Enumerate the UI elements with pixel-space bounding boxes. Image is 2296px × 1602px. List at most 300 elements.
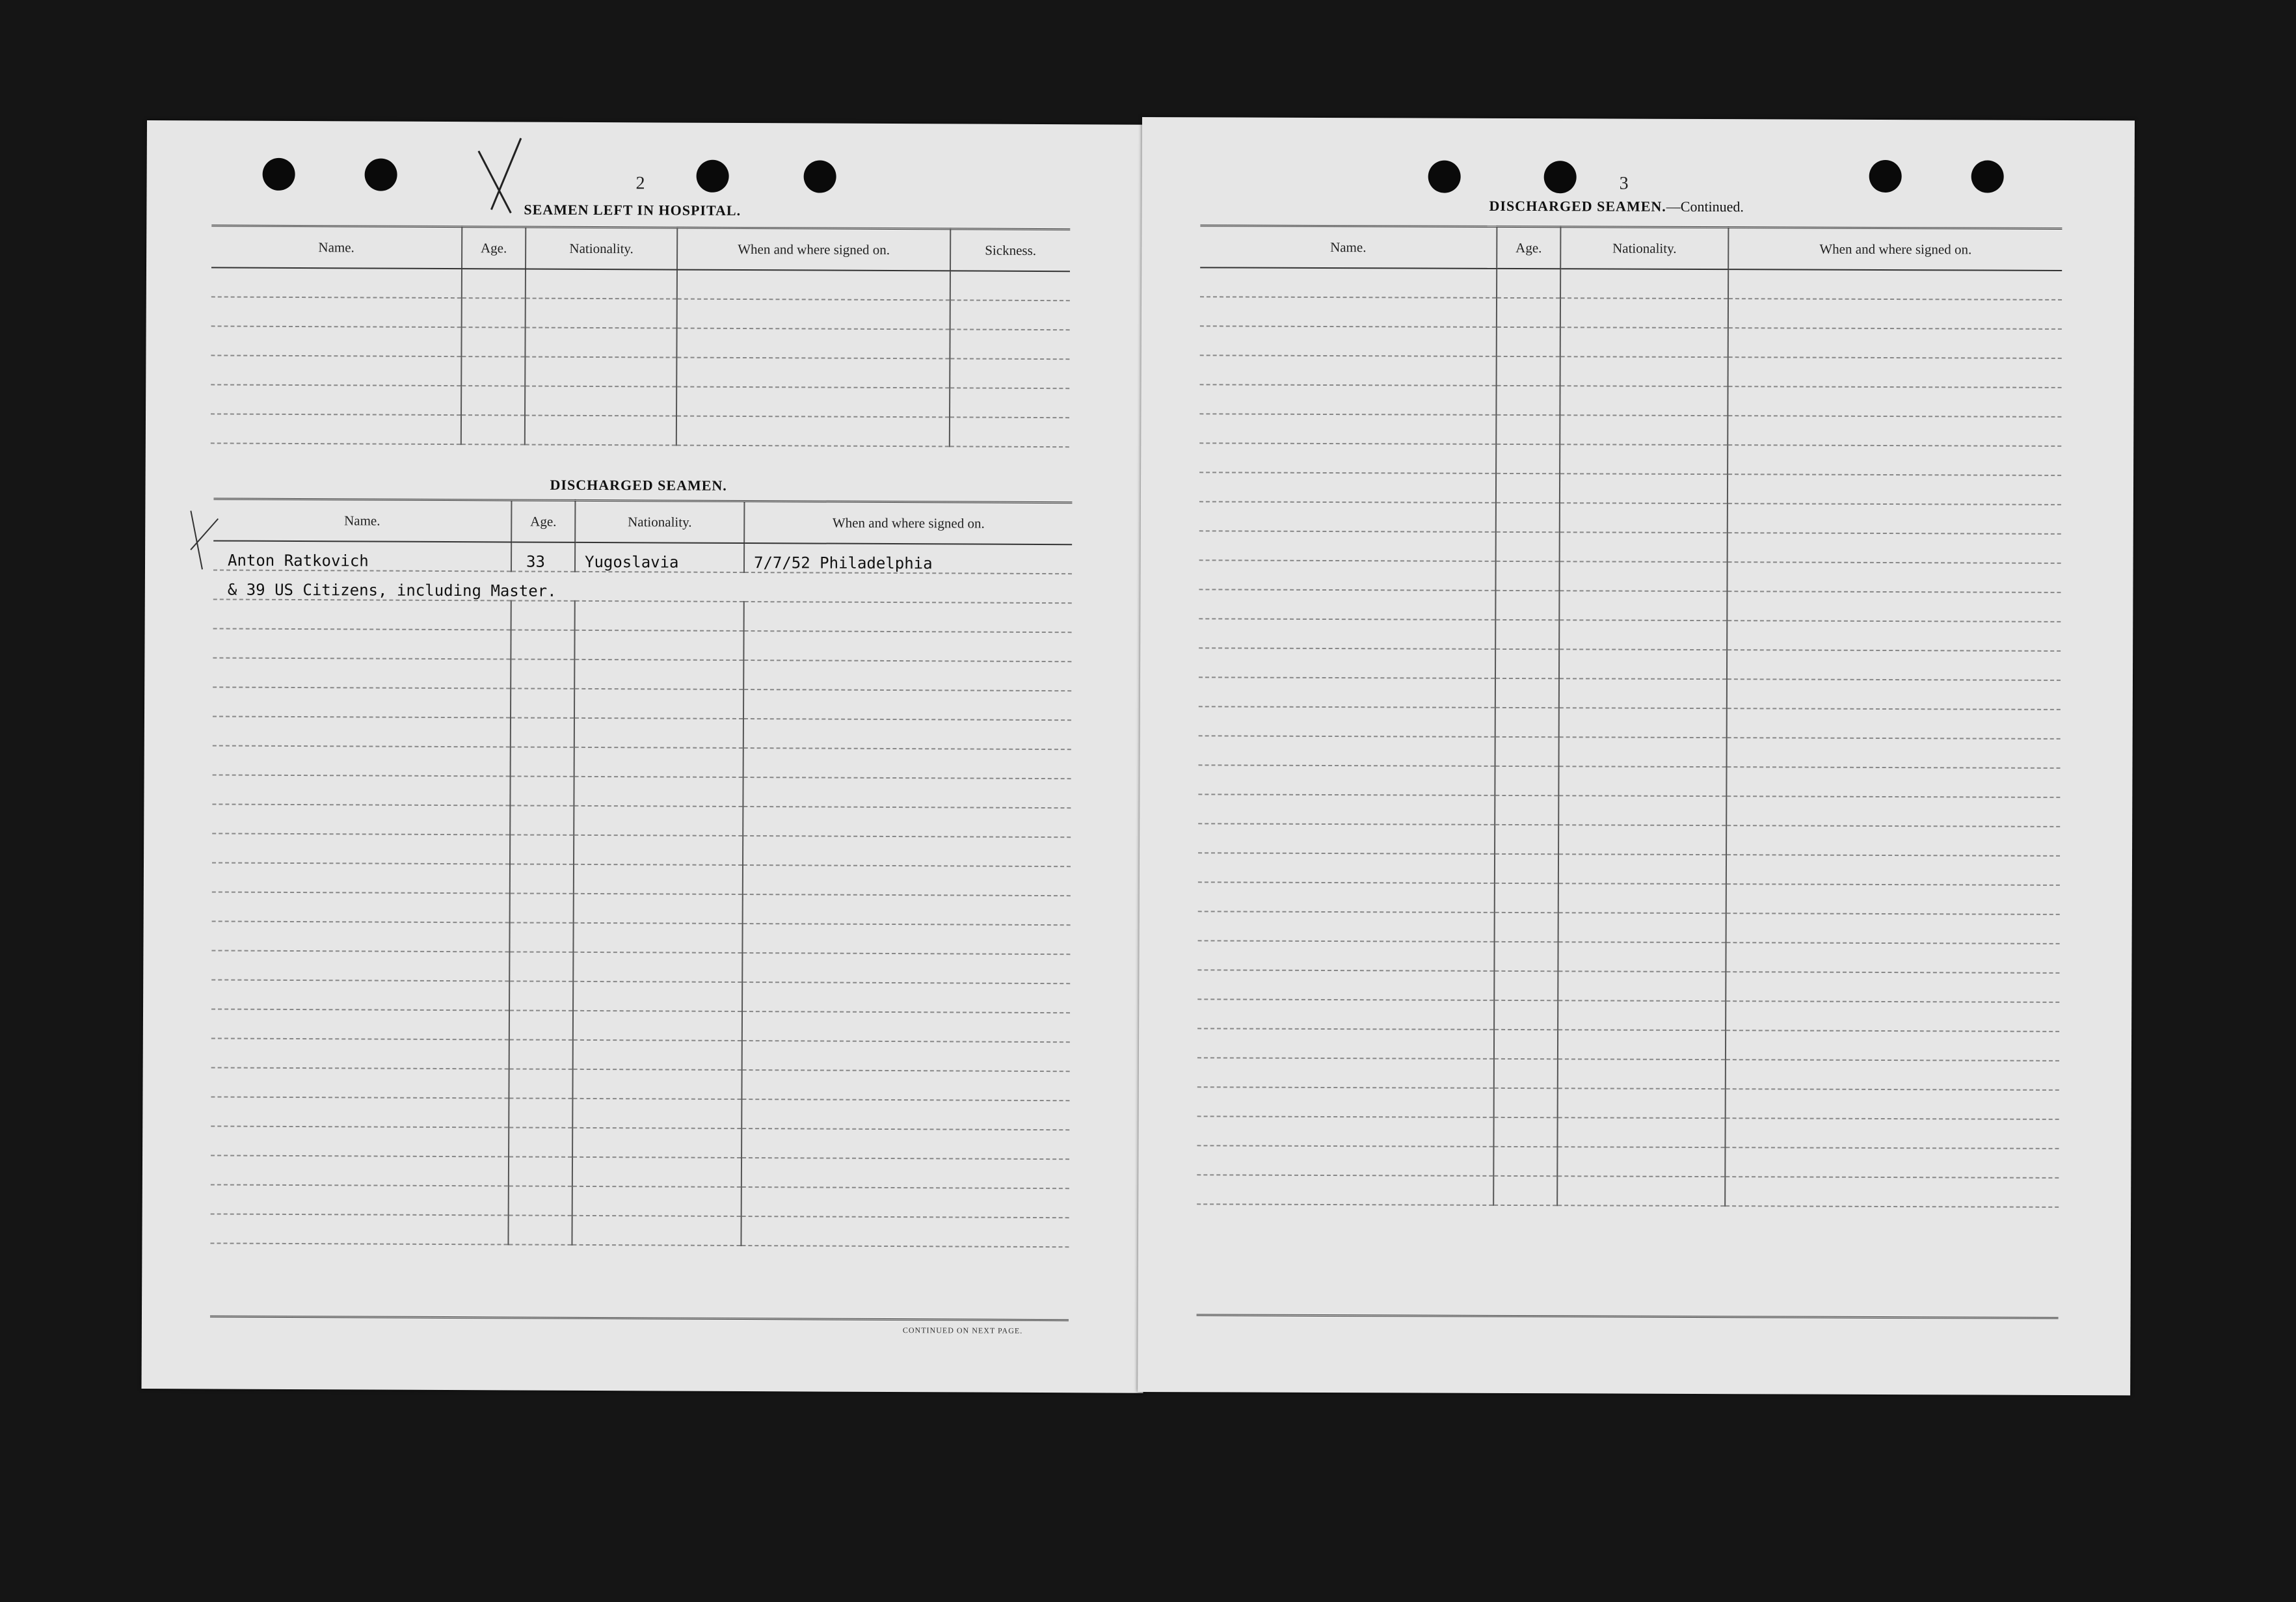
name-column-header: Name. (1200, 226, 1497, 269)
signed-on-cell: 7/7/52 Philadelphia (744, 543, 1072, 574)
table-row (211, 414, 1069, 447)
empty-cell (676, 416, 950, 447)
empty-cell (1726, 855, 2060, 885)
empty-cell (211, 921, 509, 952)
discharged-continued-title (1489, 198, 1744, 215)
table-row (213, 599, 1072, 632)
punch-hole-icon (1428, 161, 1461, 193)
table-row (211, 326, 1069, 359)
empty-cell (212, 892, 510, 922)
empty-cell (1727, 562, 2061, 593)
empty-cell (743, 631, 1071, 661)
empty-cell (1200, 297, 1497, 327)
empty-cell (1728, 445, 2061, 475)
empty-cell (950, 388, 1069, 418)
empty-cell (1495, 649, 1559, 678)
table-row (213, 541, 1072, 574)
empty-cell (1198, 882, 1495, 913)
page-number: 2 (635, 173, 645, 194)
empty-cell (1197, 941, 1494, 971)
empty-cell (1728, 386, 2061, 417)
empty-cell (572, 1069, 741, 1099)
empty-cell (1559, 620, 1727, 650)
table-row (212, 833, 1071, 866)
empty-cell (742, 982, 1070, 1013)
name-cell: & 39 US Citizens, including Master. (213, 570, 1072, 603)
empty-cell (1728, 328, 2062, 358)
empty-cell (1560, 474, 1728, 503)
empty-cell (744, 602, 1072, 632)
empty-cell (1728, 269, 2062, 300)
empty-cell (211, 297, 462, 327)
table-row (1197, 1087, 2059, 1119)
name-column-header: Name. (211, 226, 462, 269)
left-page (141, 120, 1148, 1393)
empty-cell (510, 776, 574, 805)
empty-cell (510, 864, 574, 893)
empty-cell (1495, 825, 1558, 854)
right-page (1138, 117, 2135, 1395)
table-row (211, 1097, 1069, 1130)
empty-cell (742, 924, 1070, 954)
empty-cell (1495, 561, 1559, 591)
continued-note: CONTINUED ON NEXT PAGE. (902, 1326, 1023, 1335)
empty-cell (1199, 501, 1496, 532)
empty-cell (509, 1156, 572, 1186)
table-row (212, 804, 1071, 837)
empty-cell (508, 1215, 572, 1244)
empty-cell (1727, 679, 2061, 710)
empty-cell (574, 718, 743, 748)
empty-cell (676, 328, 950, 359)
empty-cell (1200, 355, 1497, 386)
empty-cell (211, 1126, 509, 1156)
empty-cell (1197, 970, 1494, 1000)
empty-cell (1728, 416, 2061, 446)
punch-hole-icon (1544, 161, 1577, 193)
signed-on-column-header: When and where signed on. (677, 228, 950, 271)
empty-cell (574, 689, 743, 719)
empty-cell (1494, 971, 1558, 1000)
empty-cell (575, 601, 744, 631)
empty-cell (743, 660, 1071, 691)
empty-cell (1560, 386, 1728, 416)
empty-cell (1726, 1030, 2059, 1061)
empty-cell (677, 270, 950, 300)
empty-cell (1198, 794, 1495, 825)
empty-cell (1199, 706, 1495, 737)
empty-cell (210, 1214, 508, 1244)
table-row (1199, 531, 2061, 563)
empty-cell (1726, 942, 2059, 973)
table-row (211, 355, 1069, 388)
empty-cell (511, 630, 574, 659)
table-row (1197, 970, 2059, 1002)
empty-cell (509, 1069, 572, 1098)
empty-cell (950, 271, 1070, 300)
empty-cell (1199, 384, 1496, 415)
table-row (1199, 736, 2061, 768)
empty-cell (511, 688, 574, 717)
punch-hole-icon (1971, 160, 2004, 193)
empty-cell (526, 299, 677, 328)
empty-cell (211, 1067, 509, 1098)
empty-cell (1727, 708, 2061, 739)
empty-cell (461, 356, 525, 386)
empty-cell (1497, 269, 1560, 298)
empty-cell (511, 747, 574, 776)
empty-cell (573, 981, 742, 1011)
empty-cell (1728, 533, 2061, 563)
empty-cell (743, 836, 1071, 866)
empty-cell (1559, 737, 1727, 767)
table-row (211, 1184, 1069, 1218)
empty-cell (573, 923, 742, 953)
empty-cell (1199, 619, 1495, 649)
empty-cell (211, 1155, 509, 1186)
empty-cell (509, 1010, 573, 1039)
empty-cell (1495, 913, 1558, 942)
table-row (1200, 297, 2062, 329)
table-row (1198, 882, 2060, 914)
empty-cell (741, 1099, 1069, 1130)
empty-cell (1494, 1088, 1558, 1117)
age-column-header: Age. (511, 500, 575, 542)
table-row (213, 716, 1071, 749)
table-row (1199, 560, 2061, 593)
empty-cell (1493, 1147, 1557, 1176)
age-column-header: Age. (1497, 226, 1560, 269)
empty-cell (1197, 1058, 1494, 1088)
empty-cell (211, 980, 509, 1010)
table-row (1198, 911, 2060, 944)
table-row (1200, 326, 2062, 358)
empty-cell (1728, 474, 2061, 505)
empty-cell (1726, 884, 2060, 914)
empty-cell (525, 357, 676, 387)
empty-cell (1560, 532, 1728, 562)
nationality-cell: Yugoslavia (575, 542, 744, 572)
empty-cell (1728, 503, 2061, 534)
empty-cell (1496, 444, 1560, 474)
empty-cell (1727, 621, 2061, 651)
empty-cell (1495, 591, 1559, 620)
table-row (212, 892, 1071, 925)
table-row (1200, 267, 2062, 300)
empty-cell (510, 805, 574, 834)
empty-cell (574, 747, 743, 777)
empty-cell (1558, 766, 1726, 796)
hospital-section-title: SEAMEN LEFT IN HOSPITAL. (524, 201, 741, 219)
empty-cell (1199, 472, 1496, 503)
empty-cell (1559, 649, 1727, 679)
empty-cell (1496, 415, 1560, 444)
empty-cell (1497, 356, 1560, 386)
empty-cell (1726, 972, 2059, 1002)
empty-cell (742, 953, 1070, 983)
empty-cell (1726, 1060, 2059, 1090)
empty-cell (1496, 532, 1560, 561)
table-row (210, 1214, 1069, 1247)
empty-cell (1495, 678, 1559, 708)
empty-cell (1197, 1145, 1493, 1176)
table-row (1198, 853, 2060, 885)
punch-hole-icon (1869, 160, 1902, 193)
empty-cell (573, 1040, 742, 1070)
empty-cell (1200, 326, 1497, 356)
empty-cell (1560, 269, 1728, 299)
empty-cell (1559, 561, 1727, 591)
empty-cell (1560, 298, 1728, 328)
empty-cell (1727, 650, 2061, 680)
empty-cell (1197, 1087, 1494, 1117)
empty-cell (509, 1186, 572, 1215)
empty-cell (211, 267, 462, 298)
empty-cell (1725, 1118, 2059, 1149)
empty-cell (1495, 883, 1558, 913)
empty-cell (1495, 708, 1559, 737)
empty-cell (1726, 1089, 2059, 1119)
empty-cell (1557, 1147, 1725, 1177)
table-row (1198, 823, 2060, 856)
empty-cell (1493, 1117, 1557, 1147)
empty-cell (213, 658, 511, 688)
empty-cell (676, 387, 950, 418)
table-row (1197, 1058, 2059, 1090)
empty-cell (573, 1011, 742, 1041)
empty-cell (1494, 1030, 1558, 1059)
table-row (1199, 414, 2061, 446)
empty-cell (1558, 883, 1726, 913)
table-row (213, 570, 1072, 603)
table-row (213, 687, 1071, 720)
empty-cell (213, 628, 511, 659)
table-row (213, 628, 1071, 661)
empty-cell (1198, 911, 1495, 942)
table-row (213, 745, 1071, 779)
empty-cell (1197, 999, 1494, 1030)
empty-cell (1199, 560, 1495, 591)
nationality-column-header: Nationality. (526, 227, 677, 270)
empty-cell (1558, 1088, 1726, 1118)
empty-cell (1726, 913, 2060, 944)
nationality-column-header: Nationality. (575, 500, 744, 543)
empty-cell (573, 952, 742, 982)
empty-cell (1198, 823, 1495, 854)
empty-cell (212, 862, 510, 893)
discharged-table (210, 498, 1072, 1248)
page-number: 3 (1619, 173, 1629, 194)
empty-cell (1493, 1176, 1557, 1205)
empty-cell (743, 894, 1071, 925)
empty-cell (743, 719, 1071, 749)
empty-cell (1725, 1177, 2059, 1207)
empty-cell (526, 269, 677, 299)
empty-cell (1727, 591, 2061, 622)
table-row (211, 1067, 1069, 1101)
empty-cell (572, 1216, 741, 1246)
empty-cell (1558, 1000, 1726, 1030)
empty-cell (1199, 677, 1495, 708)
empty-cell (461, 386, 525, 415)
discharged-section-title: DISCHARGED SEAMEN. (550, 476, 727, 494)
empty-cell (574, 806, 743, 836)
empty-cell (525, 328, 676, 358)
table-row (211, 1126, 1069, 1159)
empty-cell (1494, 1000, 1558, 1030)
empty-cell (950, 329, 1069, 359)
name-cell: Anton Ratkovich (213, 541, 511, 571)
table-row (1199, 589, 2061, 622)
empty-cell (1199, 736, 1495, 766)
empty-cell (574, 777, 743, 807)
empty-cell (574, 660, 743, 689)
empty-cell (211, 1184, 509, 1215)
empty-cell (525, 386, 676, 416)
empty-cell (950, 358, 1069, 388)
empty-cell (1725, 1147, 2059, 1178)
table-row (1197, 999, 2059, 1032)
table-row (1199, 706, 2061, 739)
empty-cell (1560, 356, 1728, 386)
empty-cell (1558, 971, 1726, 1001)
table-row (1199, 384, 2061, 417)
empty-cell (511, 717, 574, 747)
nationality-column-header: Nationality. (1560, 227, 1728, 269)
empty-cell (1495, 854, 1558, 883)
empty-cell (1560, 415, 1728, 445)
title-text: DISCHARGED SEAMEN. (1489, 197, 1666, 215)
table-row (1197, 1175, 2059, 1207)
empty-cell (1495, 620, 1559, 649)
empty-cell (1198, 765, 1495, 795)
empty-cell (509, 1127, 572, 1156)
table-row (211, 1038, 1070, 1071)
empty-cell (950, 300, 1070, 330)
empty-cell (1495, 737, 1559, 766)
empty-cell (1560, 327, 1728, 357)
empty-cell (525, 416, 676, 446)
empty-cell (1495, 766, 1558, 795)
empty-cell (1198, 853, 1495, 883)
empty-cell (1558, 795, 1726, 825)
hospital-table (211, 224, 1070, 447)
table-row (211, 1009, 1070, 1042)
table-bottom-rule (1197, 1314, 2059, 1319)
sickness-column-header: Sickness. (950, 229, 1070, 271)
empty-cell (1728, 299, 2062, 329)
table-row (1200, 355, 2062, 388)
empty-cell (1497, 327, 1560, 356)
empty-cell (1199, 443, 1496, 474)
empty-cell (1496, 503, 1560, 532)
table-row (212, 862, 1071, 896)
empty-cell (574, 864, 743, 894)
empty-cell (1199, 531, 1496, 561)
empty-cell (741, 1158, 1069, 1188)
empty-cell (509, 1039, 573, 1069)
empty-cell (1199, 648, 1495, 678)
empty-cell (461, 327, 525, 356)
empty-cell (950, 417, 1069, 447)
empty-cell (743, 807, 1071, 837)
empty-cell (574, 835, 743, 865)
table-row (211, 1155, 1069, 1188)
table-row (211, 297, 1070, 330)
empty-cell (213, 745, 511, 776)
table-row (211, 921, 1070, 954)
table-row (1198, 794, 2060, 827)
empty-cell (213, 716, 511, 747)
empty-cell (509, 922, 573, 952)
empty-cell (741, 1187, 1069, 1218)
empty-cell (572, 1099, 741, 1128)
empty-cell (1726, 1001, 2059, 1032)
empty-cell (1497, 298, 1560, 327)
empty-cell (1558, 825, 1726, 855)
empty-cell (213, 599, 511, 630)
empty-cell (572, 1186, 741, 1216)
empty-cell (511, 659, 574, 688)
empty-cell (510, 834, 574, 864)
empty-cell (509, 1098, 572, 1127)
empty-cell (511, 600, 575, 630)
empty-cell (741, 1216, 1069, 1247)
table-row (211, 267, 1070, 300)
table-row (1197, 1145, 2059, 1178)
empty-cell (211, 384, 461, 415)
signed-on-column-header: When and where signed on. (744, 501, 1072, 545)
table-row (1199, 501, 2061, 534)
empty-cell (1559, 591, 1727, 621)
empty-cell (574, 894, 743, 924)
empty-cell (676, 358, 950, 388)
empty-cell (1496, 386, 1560, 415)
empty-cell (510, 893, 574, 922)
empty-cell (1726, 825, 2060, 856)
empty-cell (1728, 357, 2062, 388)
empty-cell (1557, 1176, 1725, 1206)
empty-cell (741, 1128, 1069, 1159)
empty-cell (1197, 1175, 1493, 1205)
empty-cell (1558, 913, 1726, 942)
empty-cell (1726, 796, 2060, 827)
empty-cell (1496, 474, 1560, 503)
empty-cell (213, 687, 511, 717)
empty-cell (572, 1128, 741, 1158)
empty-cell (212, 804, 510, 834)
empty-cell (1494, 1059, 1558, 1088)
empty-cell (1559, 678, 1727, 708)
empty-cell (509, 952, 573, 981)
empty-cell (1199, 414, 1496, 444)
signed-on-column-header: When and where signed on. (1728, 228, 2062, 271)
table-row (211, 950, 1070, 983)
table-row (211, 980, 1070, 1013)
empty-cell (572, 1157, 741, 1187)
table-row (212, 775, 1071, 808)
empty-cell (211, 355, 461, 386)
empty-cell (509, 981, 573, 1010)
empty-cell (1494, 942, 1558, 971)
empty-cell (211, 414, 461, 444)
empty-cell (743, 689, 1071, 720)
empty-cell (743, 748, 1071, 779)
empty-cell (574, 630, 743, 660)
empty-cell (1197, 1028, 1494, 1059)
table-row (1197, 1028, 2059, 1061)
empty-cell (1560, 503, 1728, 533)
